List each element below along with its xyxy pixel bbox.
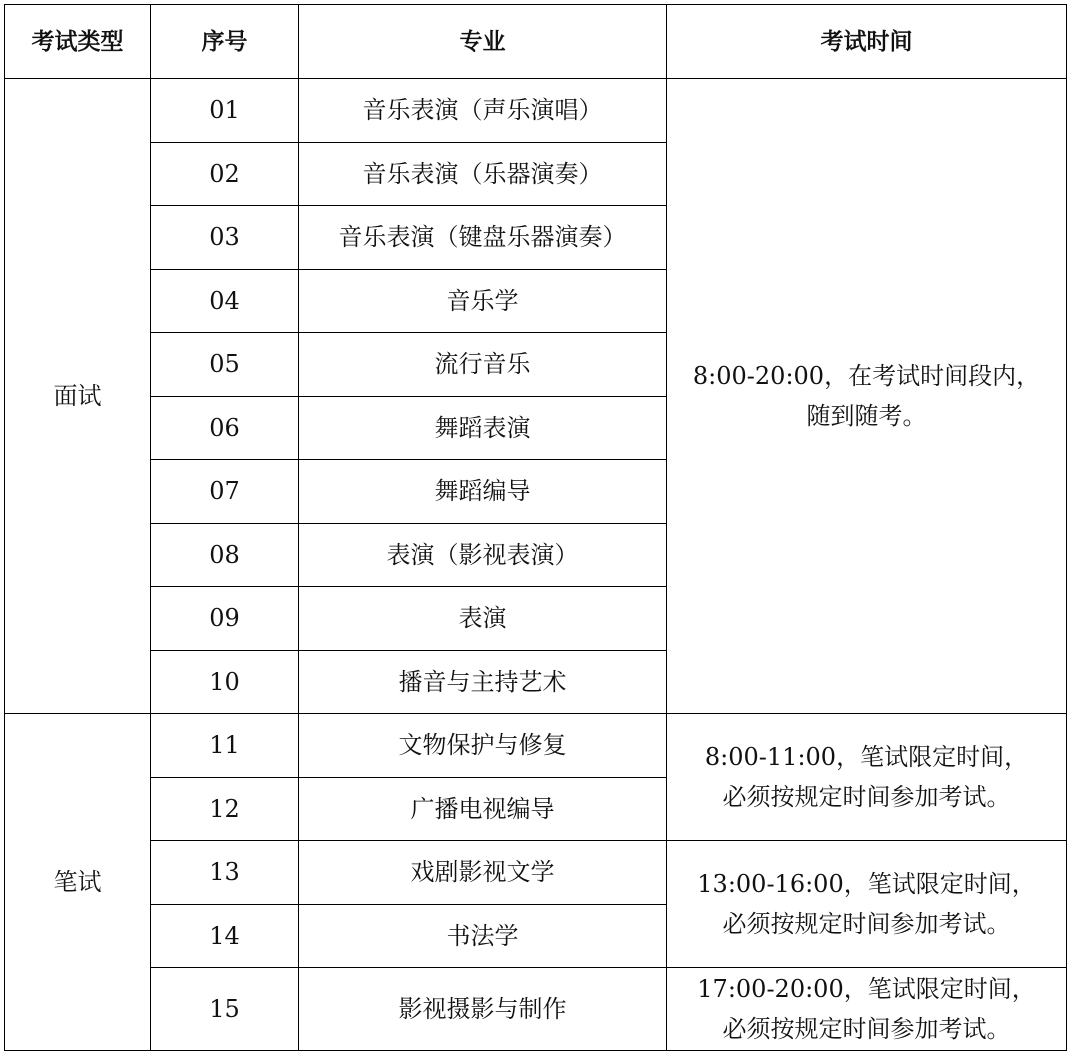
row-number: 12: [151, 777, 299, 841]
header-row: [5, 5, 1067, 79]
time-interview-text: 8:00-20:00，在考试时间段内， 随到随考。: [692, 362, 1041, 430]
row-number: 14: [151, 904, 299, 968]
row-number: 01: [151, 79, 299, 143]
header-exam-time: 考试时间: [667, 5, 1067, 79]
row-number: 11: [151, 714, 299, 778]
row-major: 舞蹈表演: [299, 396, 667, 460]
row-major: 广播电视编导: [299, 777, 667, 841]
group-written: 笔试: [5, 714, 151, 1051]
row-major: 书法学: [299, 904, 667, 968]
time-written-3: [667, 968, 1067, 1051]
row-major: 音乐表演（乐器演奏）: [299, 142, 667, 206]
row-number: 09: [151, 587, 299, 651]
time-written-3-text: 17:00-20:00，笔试限定时间， 必须按规定时间参加考试。: [697, 975, 1036, 1043]
row-major: 音乐表演（键盘乐器演奏）: [299, 206, 667, 270]
time-interview: [667, 79, 1067, 714]
row-number: 13: [151, 841, 299, 905]
table-row: [5, 714, 1067, 778]
row-number: 07: [151, 460, 299, 524]
time-written-1: [667, 714, 1067, 841]
table-row: [5, 79, 1067, 143]
row-number: 10: [151, 650, 299, 714]
row-number: 08: [151, 523, 299, 587]
row-number: 03: [151, 206, 299, 270]
row-major: 表演: [299, 587, 667, 651]
time-written-2: [667, 841, 1067, 968]
table-row: [5, 841, 1067, 905]
row-major: 戏剧影视文学: [299, 841, 667, 905]
table-row: [5, 968, 1067, 1051]
row-number: 04: [151, 269, 299, 333]
row-number: 06: [151, 396, 299, 460]
row-major: 音乐表演（声乐演唱）: [299, 79, 667, 143]
row-major: 表演（影视表演）: [299, 523, 667, 587]
header-number: 序号: [151, 5, 299, 79]
row-major: 舞蹈编导: [299, 460, 667, 524]
row-number: 05: [151, 333, 299, 397]
group-interview: 面试: [5, 79, 151, 714]
row-major: 文物保护与修复: [299, 714, 667, 778]
exam-schedule-table: [4, 4, 1067, 1051]
row-number: 02: [151, 142, 299, 206]
header-exam-type: 考试类型: [5, 5, 151, 79]
row-major: 流行音乐: [299, 333, 667, 397]
header-major: 专业: [299, 5, 667, 79]
row-major: 播音与主持艺术: [299, 650, 667, 714]
row-major: 影视摄影与制作: [299, 968, 667, 1051]
time-written-1-text: 8:00-11:00，笔试限定时间， 必须按规定时间参加考试。: [704, 743, 1029, 811]
time-written-2-text: 13:00-16:00，笔试限定时间， 必须按规定时间参加考试。: [697, 870, 1036, 938]
row-number: 15: [151, 968, 299, 1051]
row-major: 音乐学: [299, 269, 667, 333]
